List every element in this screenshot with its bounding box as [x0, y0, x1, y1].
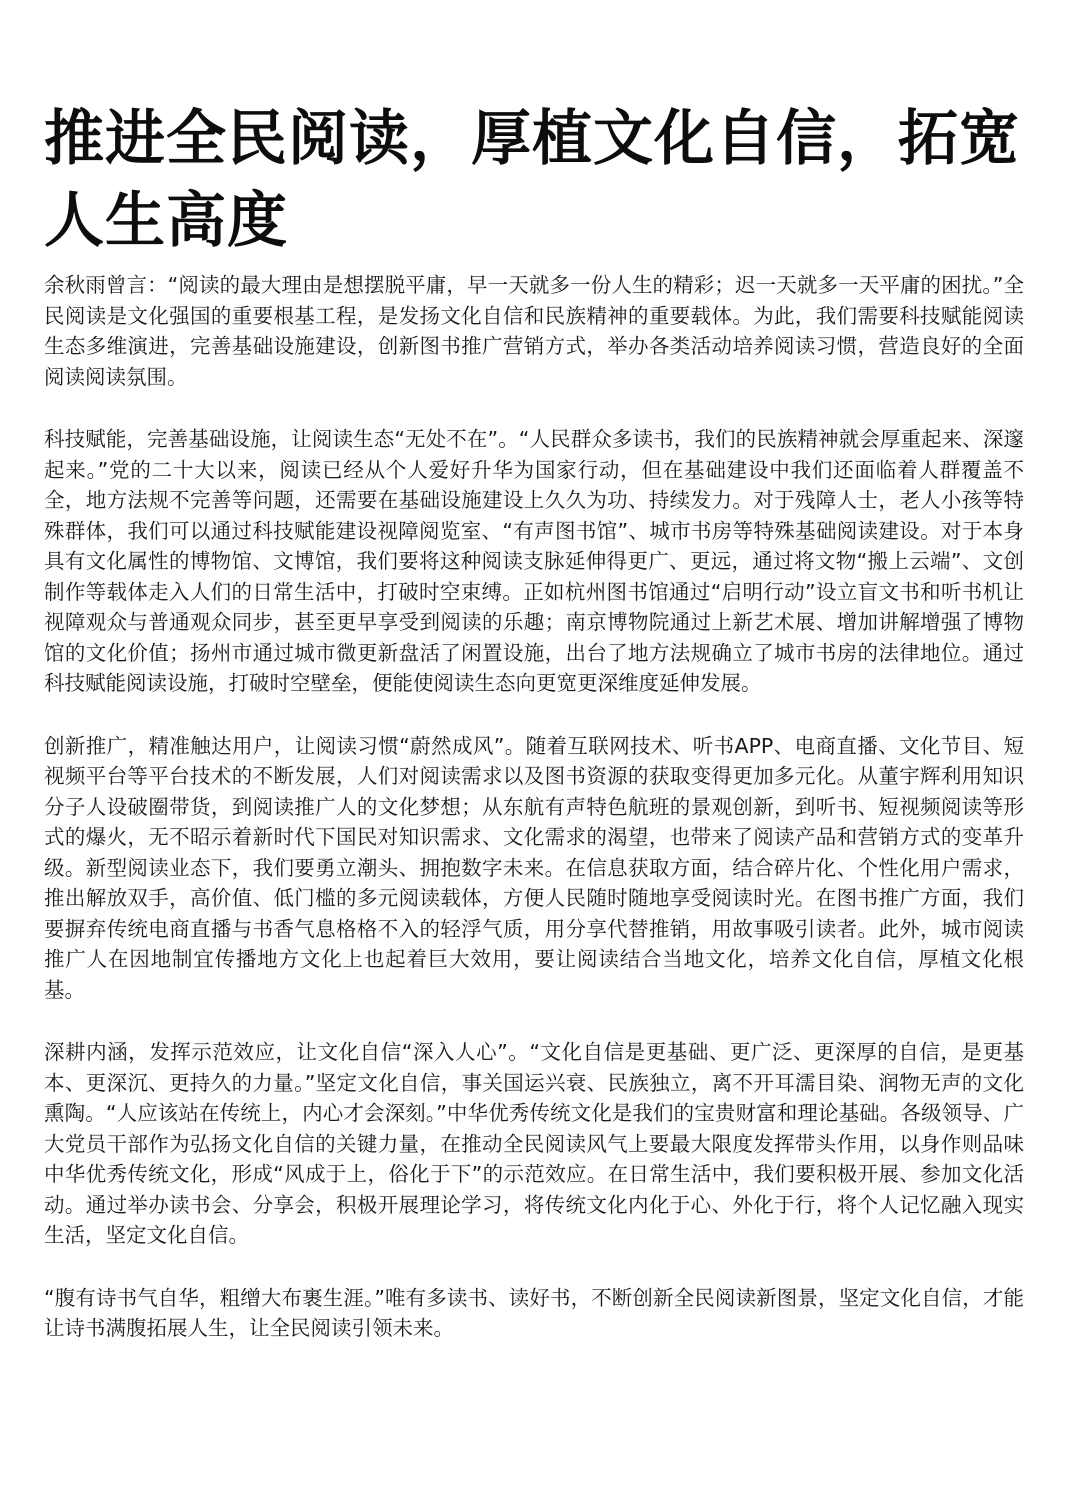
- paragraph-innovation: 创新推广，精准触达用户，让阅读习惯“蔚然成风”。随着互联网技术、听书APP、电商直播、文化节目、短视频平台等平台技术的不断发展，人们对阅读需求以及图书资源的获取变得更加多元化。从董宇辉利用知识分子人设破圈带货，到阅读推广人的文化梦想；从东航有声特色航班的景观创新，到听书、短视频阅读等形式的爆火，无不昭示着新时代下国民对知识需求、文化需求的渴望，也带来了阅读产品和营销方式的变革升级。新型阅读业态下，我们要勇立潮头、拥抱数字未来。在信息获取方面，结合碎片化、个性化用户需求，推出解放双手，高价值、低门槛的多元阅读载体，方便人民随时随地享受阅读时光。在图书推广方面，我们要摒弃传统电商直播与书香气息格格不入的轻浮气质，用分享代替推销，用故事吸引读者。此外，城市阅读推广人在因地制宜传播地方文化上也起着巨大效用，要让阅读结合当地文化，培养文化自信，厚植文化根基。: [44, 733, 1024, 1002]
- paragraph-intro: 余秋雨曾言：“阅读的最大理由是想摆脱平庸，早一天就多一份人生的精彩；迟一天就多一天平庸的困扰。”全民阅读是文化强国的重要根基工程，是发扬文化自信和民族精神的重要载体。为此，我们需要科技赋能阅读生态多维演进，完善基础设施建设，创新图书推广营销方式，举办各类活动培养阅读习惯，营造良好的全面阅读阅读氛围。: [44, 273, 1024, 389]
- article: [44, 98, 1024, 1344]
- article-title: 推进全民阅读，厚植文化自信，拓宽人生高度: [44, 104, 1020, 256]
- paragraph-gap: [44, 1251, 1024, 1283]
- paragraph-gap: [44, 1005, 1024, 1037]
- paragraph-gap: [44, 392, 1024, 424]
- paragraph-technology: 科技赋能，完善基础设施，让阅读生态“无处不在”。“人民群众多读书，我们的民族精神就会厚重起来、深邃起来。”党的二十大以来，阅读已经从个人爱好升华为国家行动，但在基础建设中我们还面临着人群覆盖不全，地方法规不完善等问题，还需要在基础设施建设上久久为功、持续发力。对于残障人士，老人小孩等特殊群体，我们可以通过科技赋能建设视障阅览室、“有声图书馆”、城市书房等特殊基础阅读建设。对于本身具有文化属性的博物馆、文博馆，我们要将这种阅读支脉延伸得更广、更远，通过将文物“搬上云端”、文创制作等载体走入人们的日常生活中，打破时空束缚。正如杭州图书馆通过“启明行动”设立盲文书和听书机让视障观众与普通观众同步，甚至更早享受到阅读的乐趣；南京博物院通过上新艺术展、增加讲解增强了博物馆的文化价值；扬州市通过城市微更新盘活了闲置设施，出台了地方法规确立了城市书房的法律地位。通过科技赋能阅读设施，打破时空壁垒，便能使阅读生态向更宽更深维度延伸发展。: [44, 427, 1024, 695]
- paragraph-gap: [44, 699, 1024, 731]
- paragraph-conclusion: “腹有诗书气自华，粗缯大布裹生涯。”唯有多读书、读好书，不断创新全民阅读新图景，坚定文化自信，才能让诗书满腹拓展人生，让全民阅读引领未来。: [44, 1285, 1024, 1340]
- paragraph-culture: 深耕内涵，发挥示范效应，让文化自信“深入人心”。“文化自信是更基础、更广泛、更深厚的自信，是更基本、更深沉、更持久的力量。”坚定文化自信，事关国运兴衰、民族独立，离不开耳濡目染、润物无声的文化熏陶。“人应该站在传统上，内心才会深刻。”中华优秀传统文化是我们的宝贵财富和理论基础。各级领导、广大党员干部作为弘扬文化自信的关键力量，在推动全民阅读风气上要最大限度发挥带头作用，以身作则品味中华优秀传统文化，形成“风成于上，俗化于下”的示范效应。在日常生活中，我们要积极开展、参加文化活动。通过举办读书会、分享会，积极开展理论学习，将传统文化内化于心、外化于行，将个人记忆融入现实生活，坚定文化自信。: [44, 1040, 1024, 1247]
